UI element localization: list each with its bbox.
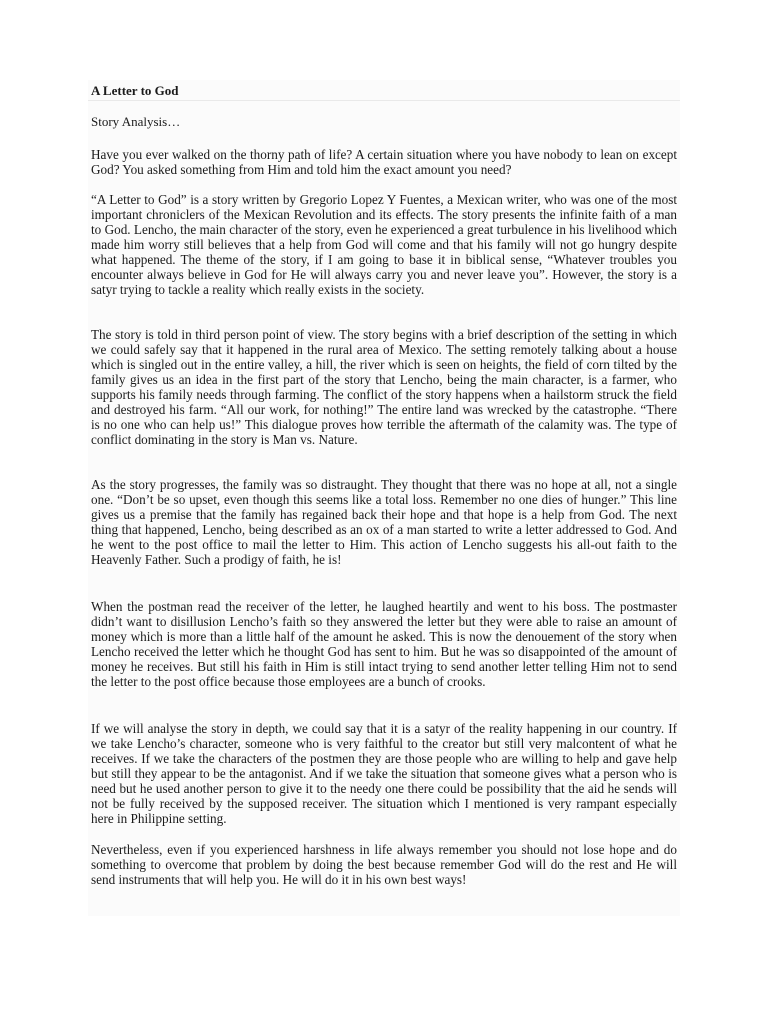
paragraph-analysis: If we will analyse the story in depth, we could say that it is a satyr of the reality happening in our country. If we take Lencho’s character, someone who is very faithful to the creator but still very malcontent of what he receives. If we take the characters of the postmen they are those people who are willing to help and gave help but still they appear to be the antagonist. And if we take the situation that someone gives what a person who is need but he used another person to give it to the needy one there could be possibility that the aid he sends will not be fully received by the supposed receiver. The situation which I mentioned is very rampant especially here in Philippine setting. bbox=[91, 721, 677, 826]
paragraph-point-of-view: The story is told in third person point of view. The story begins with a brief description of the setting in which we could safely say that it happened in the rural area of Mexico. The setting remotely talking about a house which is singled out in the entire valley, a hill, the river which is seen on heights, the field of corn tilted by the family gives us an idea in the first part of the story that Lencho, being the main character, is a farmer, who supports his family needs through farming. The conflict of the story happens when a hailstorm struck the field and destroyed his farm. “All our work, for nothing!” The entire land was wrecked by the catastrophe. “There is no one who can help us!” This dialogue proves how terrible the aftermath of the calamity was. The type of conflict dominating in the story is Man vs. Nature. bbox=[91, 327, 677, 447]
document-subtitle: Story Analysis… bbox=[91, 114, 181, 129]
paragraph-intro: Have you ever walked on the thorny path of life? A certain situation where you have nobody to lean on except God? You asked something from Him and told him the exact amount you need? bbox=[91, 147, 677, 177]
paragraph-postman: When the postman read the receiver of the letter, he laughed heartily and went to his boss. The postmaster didn’t want to disillusion Lencho’s faith so they answered the letter but they were able to raise an amount of money which is more than a little half of the amount he asked. This is now the denouement of the story when Lencho received the letter which he thought God has sent to him. But he was so disappointed of the amount of money he receives. But still his faith in Him is still intact trying to send another letter telling Him not to send the letter to the post office because those employees are a bunch of crooks. bbox=[91, 599, 677, 689]
paragraph-conclusion: Nevertheless, even if you experienced harshness in life always remember you should not lose hope and do something to overcome that problem by doing the best because remember God will do the rest and He will send instruments that will help you. He will do it in his own best ways! bbox=[91, 842, 677, 887]
paragraph-story-progress: As the story progresses, the family was so distraught. They thought that there was no hope at all, not a single one. “Don’t be so upset, even though this seems like a total loss. Remember no one dies of hunger.” This line gives us a premise that the family has regained back their hope and that hope is a help from God. The next thing that happened, Lencho, being described as an ox of a man started to write a letter addressed to God. And he went to the post office to mail the letter to Him. This action of Lencho suggests his all-out faith to the Heavenly Father. Such a prodigy of faith, he is! bbox=[91, 477, 677, 567]
document-title: A Letter to God bbox=[91, 83, 179, 98]
paragraph-about-story: “A Letter to God” is a story written by Gregorio Lopez Y Fuentes, a Mexican writer, who was one of the most important chroniclers of the Mexican Revolution and its effects. The story presents the infinite faith of a man to God. Lencho, the main character of the story, even he experienced a great turbulence in his livelihood which made him worry still believes that a help from God will come and that his family will not go hungry despite what happened. The theme of the story, if I am going to base it in biblical sense, “Whatever troubles you encounter always believe in God for He will always carry you and never leave you”. However, the story is a satyr trying to tackle a reality which really exists in the society. bbox=[91, 192, 677, 297]
title-divider bbox=[88, 100, 680, 101]
